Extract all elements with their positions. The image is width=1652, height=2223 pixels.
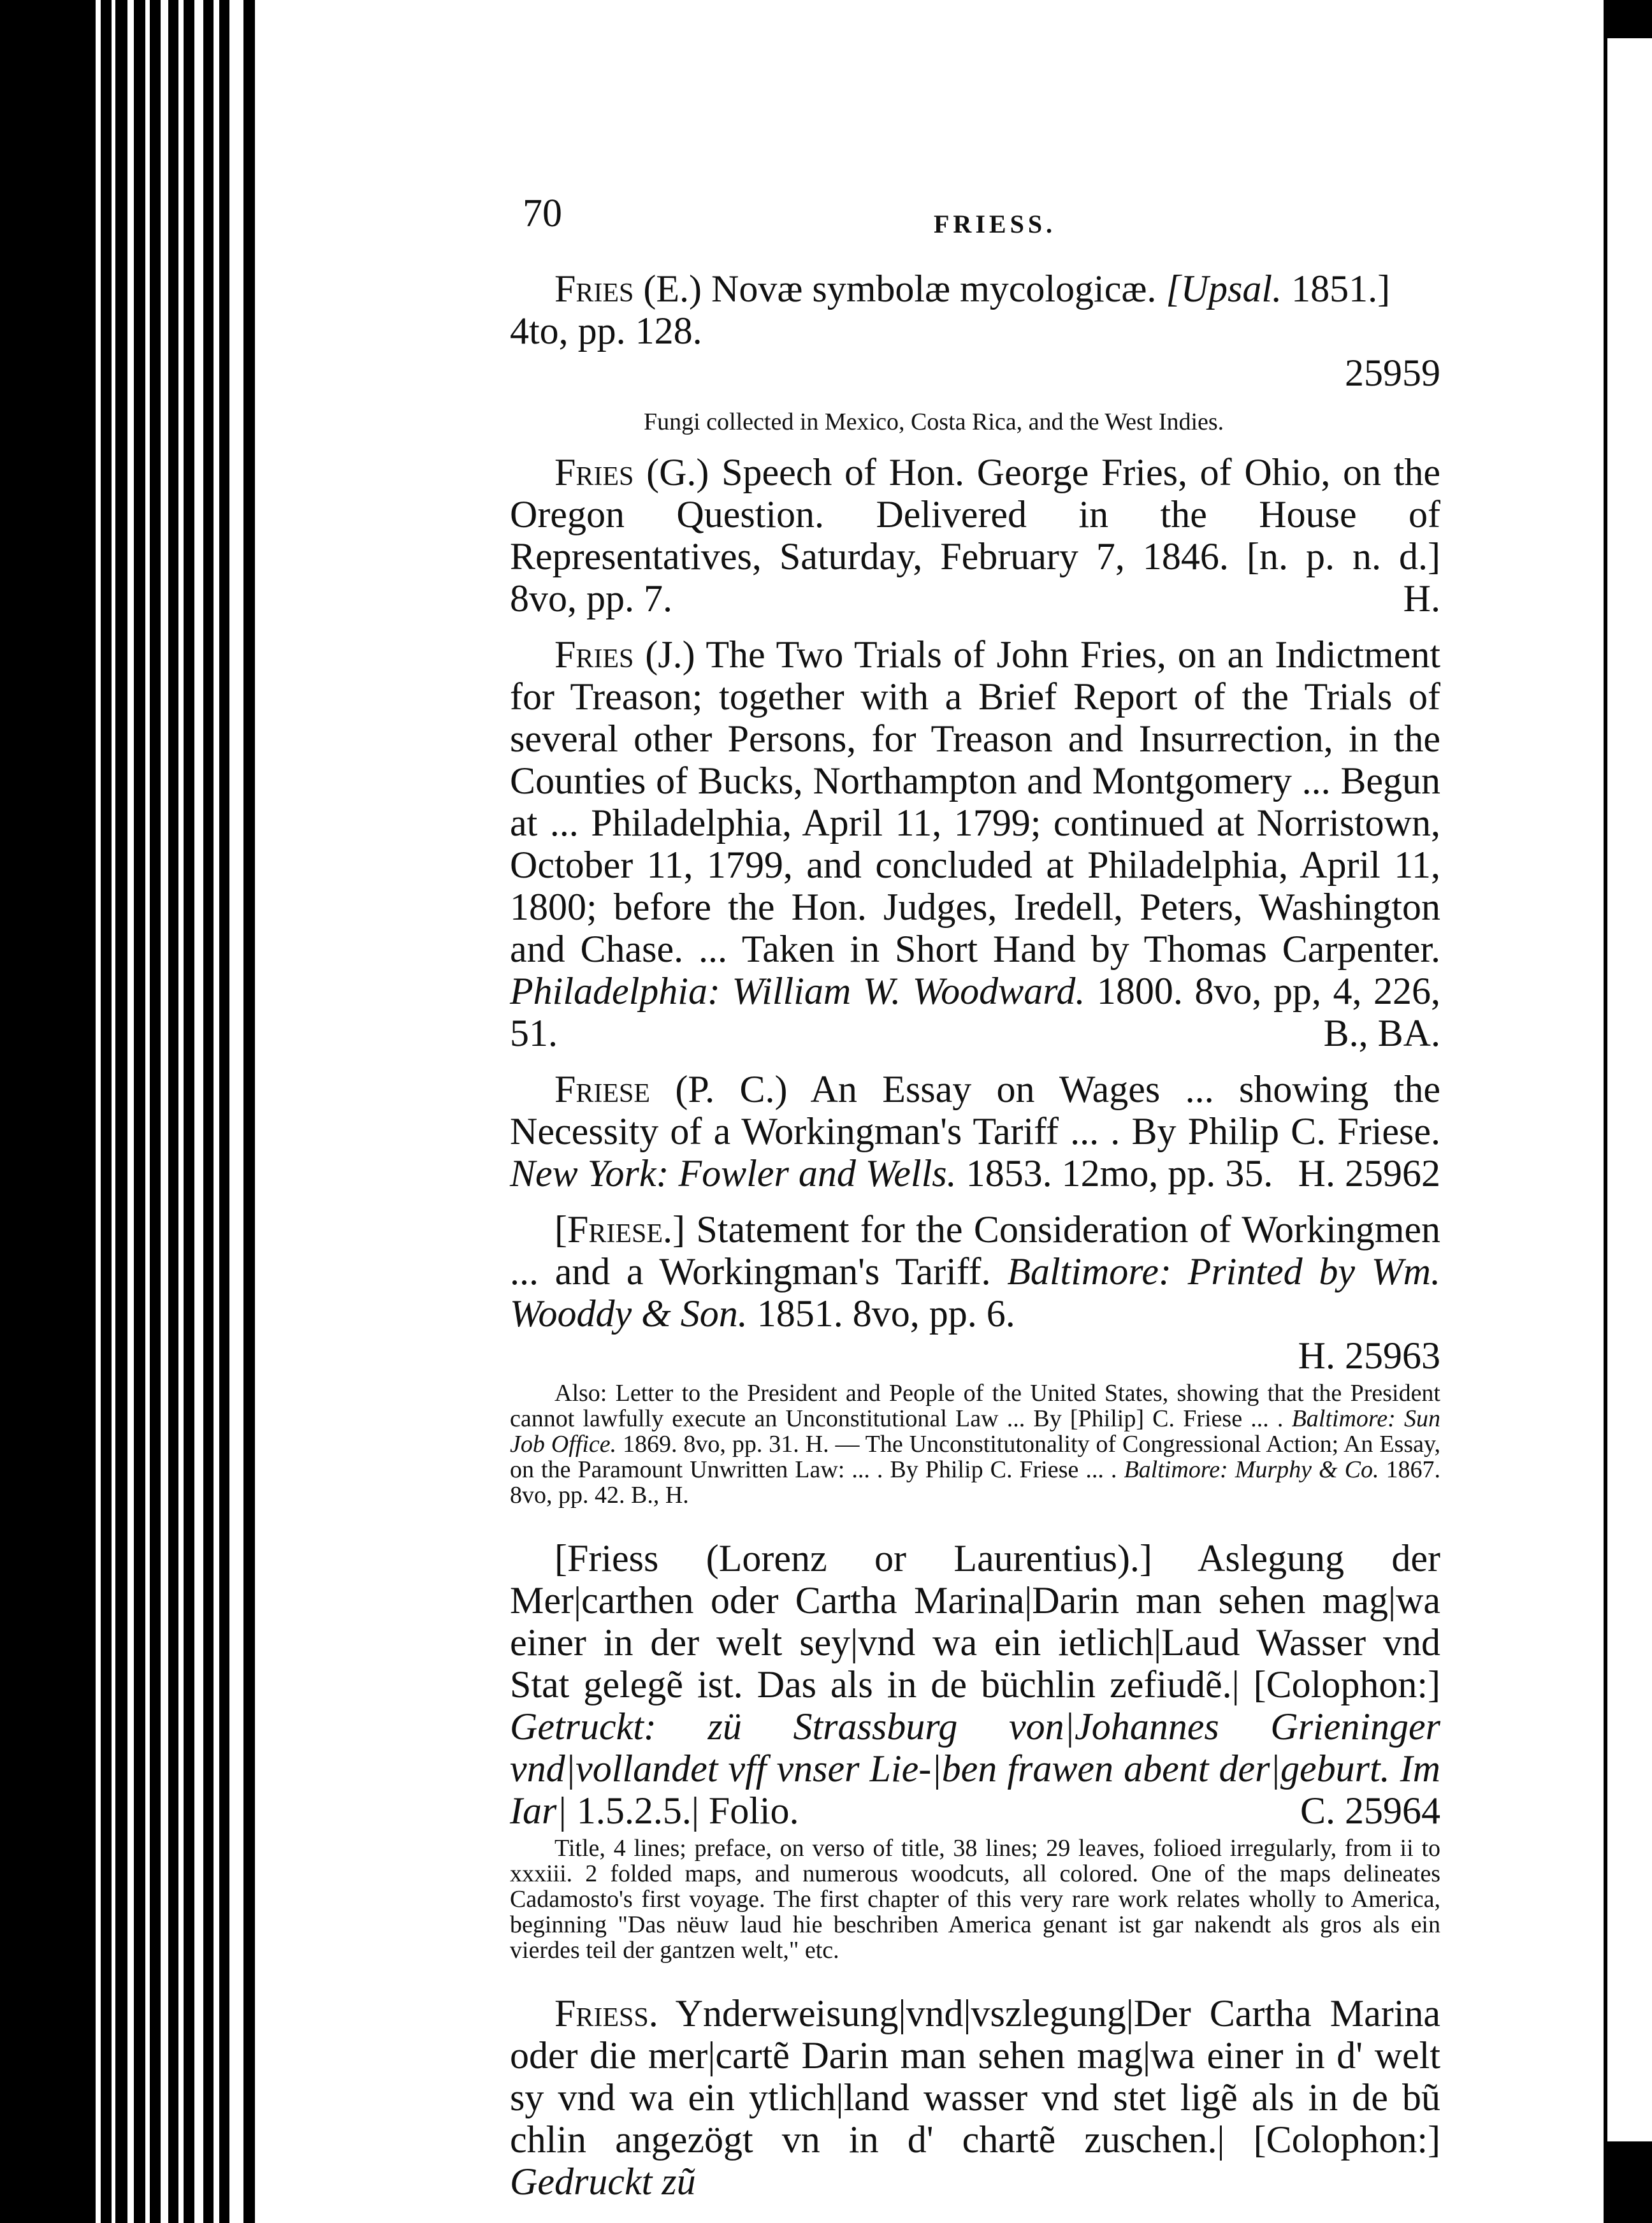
page-edge-line (229, 0, 243, 2223)
page-edge-line (194, 0, 203, 2223)
entry-year: 1851.] (1291, 268, 1391, 310)
entry-notes (510, 1380, 1440, 1508)
page-edge-line (112, 0, 115, 2223)
entry-text: Aslegung der Mer|carthen oder Cartha Marina|Darin man sehen mag|wa einer in der welt sey|vnd wa ein ietlich|Laud Wasser vnd Stat gelegẽ ist. Das als in de büchlin zefiudẽ.| [Colophon:] (510, 1537, 1441, 1705)
entry-author: Friess. (554, 1992, 658, 2034)
entry-library: B., BA. (1323, 1012, 1440, 1054)
bibliography-entry (510, 1068, 1440, 1194)
book-spine-edge (0, 0, 255, 2223)
entry-author: [Friese.] (554, 1208, 685, 1250)
entry-initials: (E.) (643, 268, 702, 310)
entry-author: Friese (554, 1068, 651, 1110)
entry-year-format: 1800. 8vo, pp, 4, 226, 51. (510, 970, 1441, 1054)
running-head: FRIESS. (934, 210, 1057, 238)
entry-imprint: Philadelphia: William W. Woodward. (510, 970, 1085, 1012)
page-body (510, 268, 1440, 2217)
bibliography-entry (510, 451, 1440, 619)
entry-library: C. 25964 (1300, 1790, 1440, 1832)
page-edge-line (161, 0, 168, 2223)
spacer (510, 1963, 1440, 1992)
page-edge-line (145, 0, 150, 2223)
entry-initials: (G.) (646, 451, 709, 493)
entry-note: Fungi collected in Mexico, Costa Rica, and the West Indies. (644, 409, 1224, 435)
entry-author: Fries (554, 451, 634, 493)
note-text: Title, 4 lines; preface, on verso of title, 38 lines; 29 leaves, folioed irregularly, from ii to xxxiii. 2 folded maps, and numerous woodcuts, all colored. One of the maps delineates Cadamosto's first voyage. The first chapter of this very rare work relates wholly to America, beginning "Das nëuw laud hie beschriben America genant ist gar nakendt als gros als ein vierdes teil der gantzen welt," etc. (510, 1835, 1440, 1964)
bibliography-entry (510, 1537, 1440, 1832)
entry-text: Statement for the Consideration of Workingmen ... and a Workingman's Tariff. (510, 1208, 1441, 1293)
page-edge-line (127, 0, 134, 2223)
entry-year-format: 1853. 12mo, pp. 35. (966, 1152, 1273, 1194)
entry-text: An Essay on Wages ... showing the Necessity of a Workingman's Tariff ... . By Philip C. Friese. (510, 1068, 1440, 1152)
entry-library: H. (1403, 577, 1440, 619)
note-text: 1869. 8vo, pp. 31. H. — The Unconstitutonality of Congressional Action; An Essay, on the Paramount Unwritten Law: ... . By Philip C. Friese ... . (510, 1431, 1441, 1483)
page-edge-line (96, 0, 101, 2223)
entry-place: [Upsal. (1166, 268, 1282, 310)
page-number: 70 (523, 192, 562, 235)
entry-text: Ynderweisung|vnd|vszlegung|Der Cartha Marina oder die mer|cartẽ Darin man sehen mag|wa einer in d' welt sy vnd wa ein ytlich|land wasser vnd stet ligẽ als in de bũ chlin angezögt vn in d' chartẽ zuschen.| [Colophon:] (510, 1992, 1440, 2161)
note-text: Also: Letter to the President and People of the United States, showing that the President cannot lawfully execute an Unconstitutional Law ... By [Philip] C. Friese ... . (510, 1380, 1440, 1432)
entry-author: Fries (554, 634, 634, 676)
entry-initials: (P. C.) (675, 1068, 788, 1110)
entry-text: Speech of Hon. George Fries, of Ohio, on the Oregon Question. Delivered in the House of Representatives, Saturday, February 7, 1846. [n. p. n. d.] 8vo, pp. 7. (510, 451, 1441, 619)
bibliography-entry (510, 1208, 1440, 1377)
entry-imprint: Gedruckt zũ (510, 2161, 696, 2203)
note-imprint: Baltimore: Sun Job Office. (510, 1405, 1440, 1458)
entry-initials: (J.) (645, 634, 695, 676)
entry-year-format: 1.5.2.5.| Folio. (576, 1790, 799, 1832)
entry-author: Fries (554, 268, 634, 310)
page-edge-line (214, 0, 219, 2223)
entry-format: 4to, pp. 128. (510, 310, 702, 352)
note-imprint: Baltimore: Murphy & Co. (1124, 1456, 1379, 1483)
entry-imprint: Baltimore: Printed by Wm. Wooddy & Son. (510, 1250, 1441, 1335)
spacer (510, 1508, 1440, 1537)
entry-text: The Two Trials of John Fries, on an Indictment for Treason; together with a Brief Report of the Trials of several other Persons, for Treason and Insurrection, in the Counties of Bucks, Northampton and Montgomery ... Begun at ... Philadelphia, April 11, 1799; continued at Norristown, October 11, 1799, and concluded at Philadelphia, April 11, 1800; before the Hon. Judges, Iredell, Peters, Washington and Chase. ... Taken in Short Hand by Thomas Carpenter. (510, 634, 1440, 970)
entry-number: 25959 (1345, 352, 1440, 394)
facing-page-edge (1607, 38, 1652, 2141)
note-text: 1867. 8vo, pp. 42. B., H. (510, 1456, 1441, 1509)
entry-imprint: New York: Fowler and Wells. (510, 1152, 957, 1194)
book-page (255, 0, 1604, 2223)
entry-library: H. 25963 (1298, 1335, 1440, 1377)
entry-imprint: Getruckt: zü Strassburg von|Johannes Grieninger vnd|vollandet vff vnser Lie-|ben frawen abent der|geburt. Im Iar| (510, 1705, 1440, 1832)
bibliography-entry (510, 634, 1440, 1054)
bibliography-entry (510, 268, 1440, 394)
entry-library: H. 25962 (1298, 1152, 1440, 1194)
page-header (523, 191, 1428, 261)
page-edge-line (178, 0, 184, 2223)
bibliography-entry (510, 1992, 1440, 2203)
entry-year-format: 1851. 8vo, pp. 6. (757, 1293, 1015, 1335)
entry-author: [Friess (Lorenz or Laurentius).] (554, 1537, 1152, 1579)
entry-notes (510, 1836, 1440, 1963)
entry-title: Novæ symbolæ mycologicæ. (711, 268, 1157, 310)
